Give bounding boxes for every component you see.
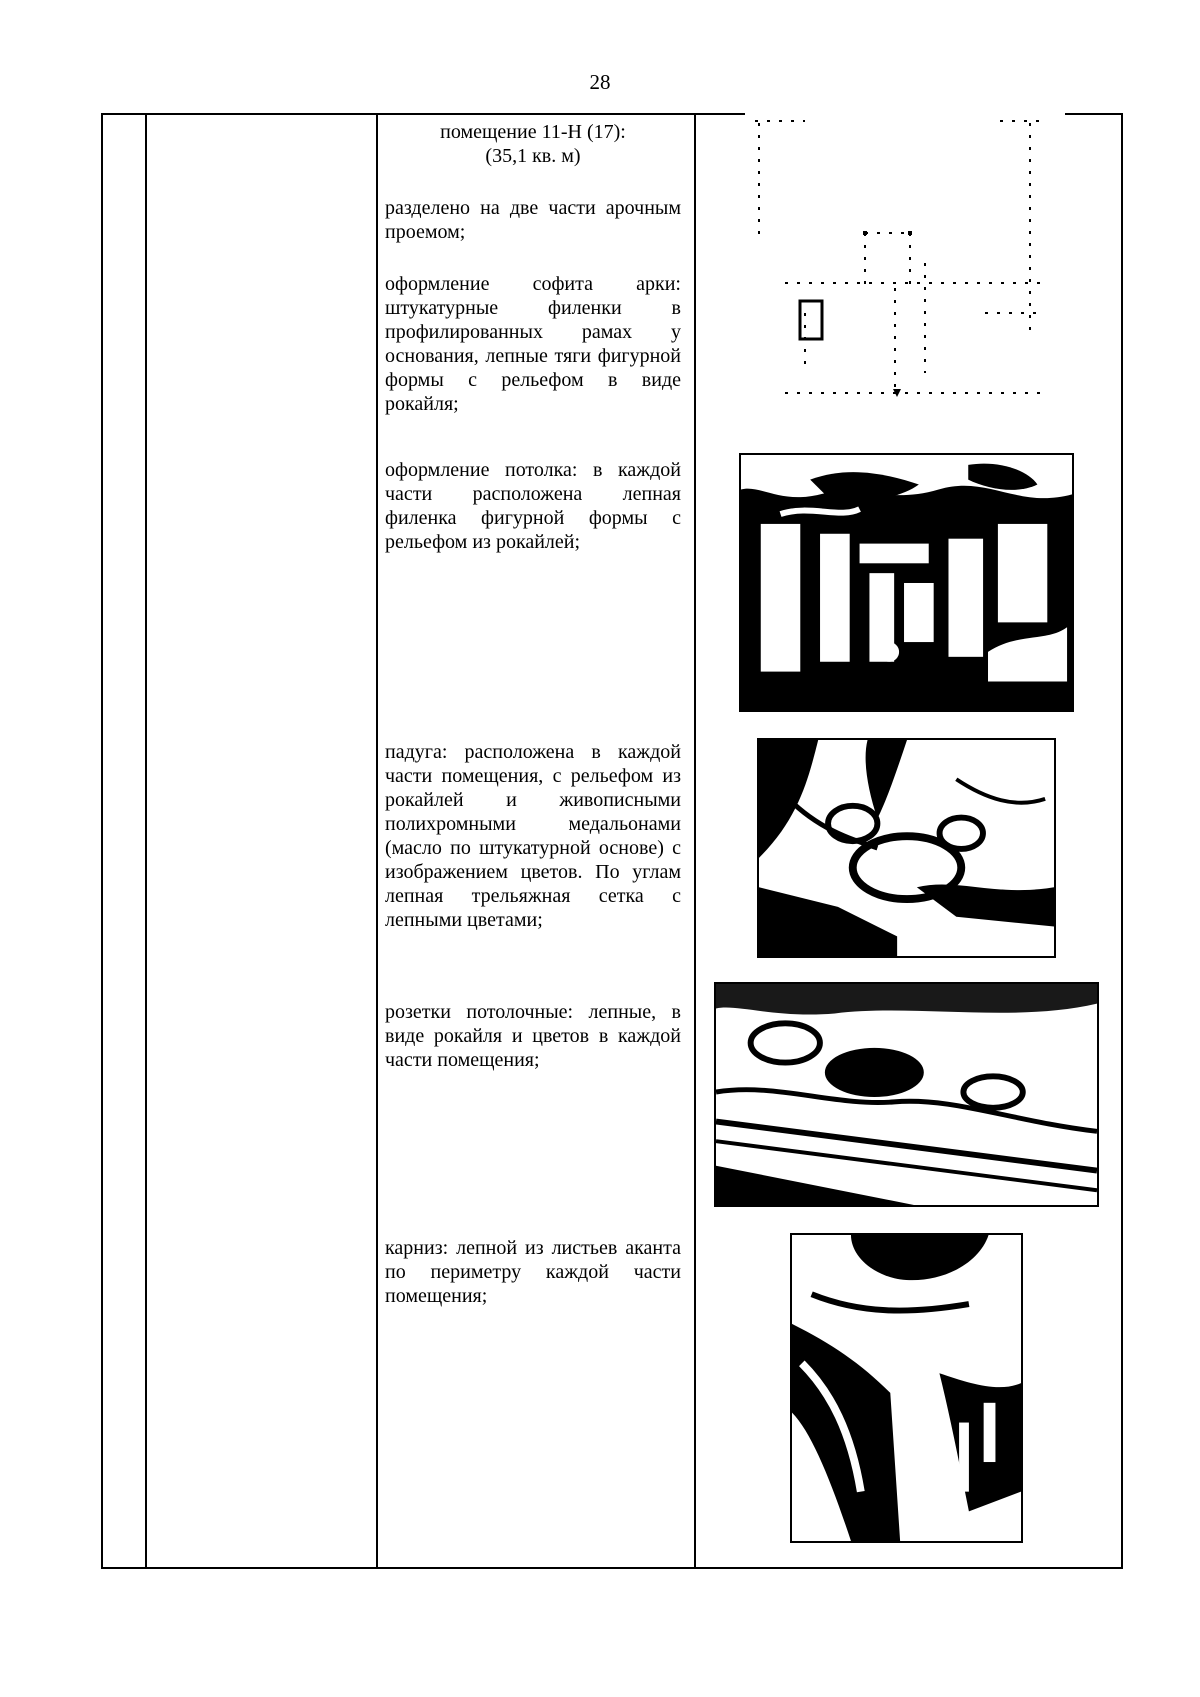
section-text: карниз: лепной из листьев аканта по периметру каждой части помещения;: [385, 1237, 681, 1307]
section-soffit: [385, 272, 681, 416]
section-cove: [385, 740, 681, 932]
section-ceiling: [385, 458, 681, 554]
room-area: (35,1 кв. м): [485, 145, 581, 167]
section-cornice: [385, 1236, 681, 1308]
column-divider: [376, 115, 378, 1567]
section-text: розетки потолочные: лепные, в виде рокайля и цветов в каждой части помещения;: [385, 1001, 681, 1071]
column-divider: [694, 115, 696, 1567]
section-text: оформление потолка: в каждой части расположена лепная филенка фигурной формы с рельефом из рокайлей;: [385, 459, 681, 553]
section-text: оформление софита арки: штукатурные филенки в профилированных рамах у основания, лепные тяги фигурной формы с рельефом в виде рокайля;: [385, 273, 681, 415]
section-rosettes: [385, 1000, 681, 1072]
room-title: помещение 11-Н (17):: [440, 121, 626, 143]
room-heading: [385, 120, 681, 168]
cove-medallion-photo-icon: [757, 738, 1056, 958]
section-text: падуга: расположена в каждой части помещения, с рельефом из рокайлей и живописными полихромными медальонами (масло по штукатурной основе) с изображением цветов. По углам лепная трельяжная сетка с лепными цветами;: [385, 741, 681, 931]
section-text: разделено на две части арочным проемом;: [385, 197, 681, 243]
floor-plan-icon: [745, 113, 1065, 403]
section-arch: [385, 196, 681, 244]
cornice-photo-icon: [790, 1233, 1023, 1543]
column-divider: [145, 115, 147, 1567]
page-number: 28: [589, 70, 611, 94]
ceiling-rosette-photo-icon: [714, 982, 1099, 1207]
interior-photo-icon: [739, 453, 1074, 712]
